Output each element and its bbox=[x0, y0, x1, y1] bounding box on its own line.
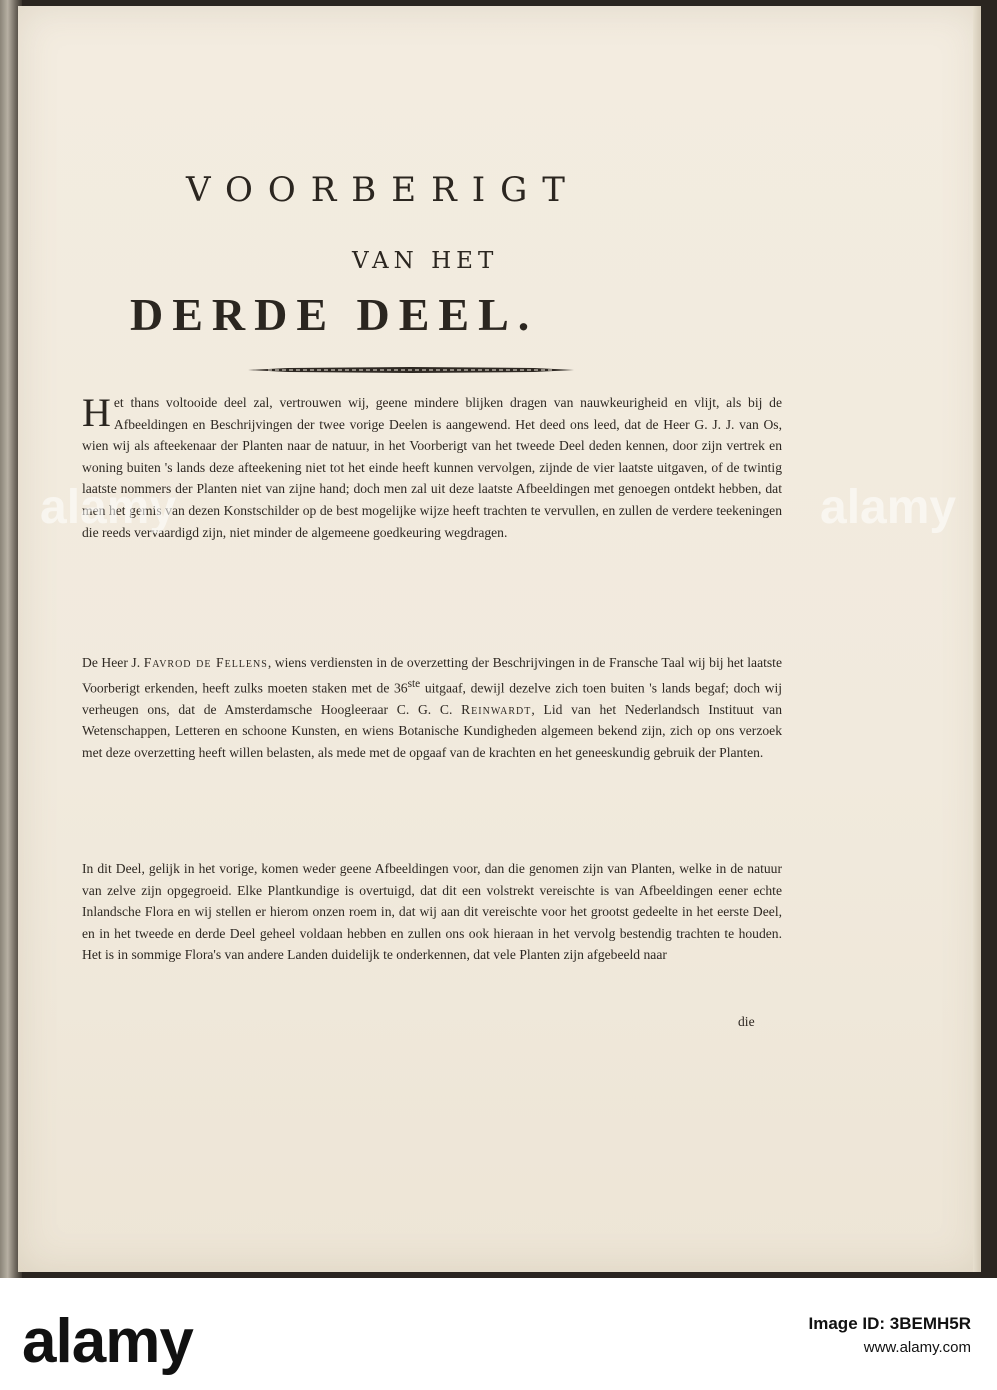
paragraph-2-text-a: De Heer J. bbox=[82, 655, 144, 670]
paragraph-1-text: et thans voltooide deel zal, vertrouwen wij, geene mindere blijken dragen van nauwkeurigheid en vlijt, als bij de Afbeeldingen en Beschrijvingen der twee vorige Deelen is aangewend. Het deed ons leed, dat de Heer G. J. J. van Os, wien wij als afteekenaar der Planten naar de natuur, in het Voorberigt van het tweede Deel deden kennen, door zijn vertrek en woning buiten 's lands deze afteekening niet tot het einde heeft kunnen vervolgen, zijnde de vier laatste uitgaven, of de twintig laatste nommers der Planten niet van zijne hand; doch men zal uit deze laatste Afbeeldingen met genoegen ontdekt hebben, dat men het gemis van dezen Konstschilder op de best mogelijke wijze heeft trachten te vervullen, en zullen de verdere teekeningen die reeds vervaardigd zijn, niet minder de algemeene goedkeuring wegdragen. bbox=[82, 395, 782, 540]
catchword: die bbox=[738, 1014, 755, 1029]
paragraph-3 bbox=[82, 858, 782, 966]
ornamental-rule bbox=[248, 364, 574, 376]
title-derde-deel: DERDE DEEL. bbox=[130, 289, 539, 340]
page-edge bbox=[973, 6, 981, 1272]
drop-cap: H bbox=[82, 390, 111, 435]
paragraph-2-text-d: , Lid van het Nederlandsch Instituut van Wetenschappen, Letteren en schoone Kunsten, en wiens Botanische Kundigheden algemeen bekend zijn, zich op ons verzoek met deze overzetting heeft willen belasten, als mede met de opgaaf van de krachten en het geneeskundig gebruik der Planten. bbox=[82, 701, 782, 760]
alamy-logo: alamy bbox=[22, 1307, 193, 1376]
paragraph-2-text-c: uitgaaf, dewijl dezelve zich toen buiten 's lands begaf; doch wij verheugen ons, dat de Amsterdamsche Hoogleeraar C. G. C. bbox=[82, 680, 782, 717]
name-reinwardt: Reinwardt bbox=[461, 701, 532, 717]
site-url: www.alamy.com bbox=[863, 1339, 971, 1356]
watermark-right: alamy bbox=[820, 481, 957, 534]
image-id: Image ID: 3BEMH5R bbox=[808, 1314, 971, 1333]
image-id-block bbox=[809, 1312, 971, 1360]
watermark-left: alamy bbox=[40, 481, 177, 534]
paragraph-3-text: In dit Deel, gelijk in het vorige, komen weder geene Afbeeldingen voor, dan die genomen zijn van Planten, welke in de natuur van zelve zijn opgegroeid. Elke Plantkundige is overtuigd, dat dit een volstrekt vereischte is van Afbeeldingen eener echte Inlandsche Flora en wij stellen er hierom onzen roem in, dat wij aan dit vereischte voor het grootst gedeelte in het eerste Deel, en in het tweede en derde Deel geheel voldaan hebben en zullen ons ook hieraan in het vervolg bestendig trachten te houden. Het is in sommige Flora's van andere Landen duidelijk te onderkennen, dat vele Planten zijn afgebeeld naar bbox=[82, 861, 782, 963]
paragraph-2-text-b: , wiens verdiensten in de overzetting der Beschrijvingen in de Fransche Taal wij bij het laatste Voorberigt erkenden, heeft zulks moeten staken met de 36 bbox=[82, 655, 782, 696]
paragraph-2 bbox=[82, 652, 782, 764]
title-van-het: VAN HET bbox=[352, 248, 499, 274]
paragraph-1 bbox=[82, 392, 782, 543]
superscript-ste: ste bbox=[407, 677, 421, 690]
name-favrod: Favrod de Fellens bbox=[143, 655, 268, 670]
title-voorberigt: VOORBERIGT bbox=[186, 170, 580, 210]
